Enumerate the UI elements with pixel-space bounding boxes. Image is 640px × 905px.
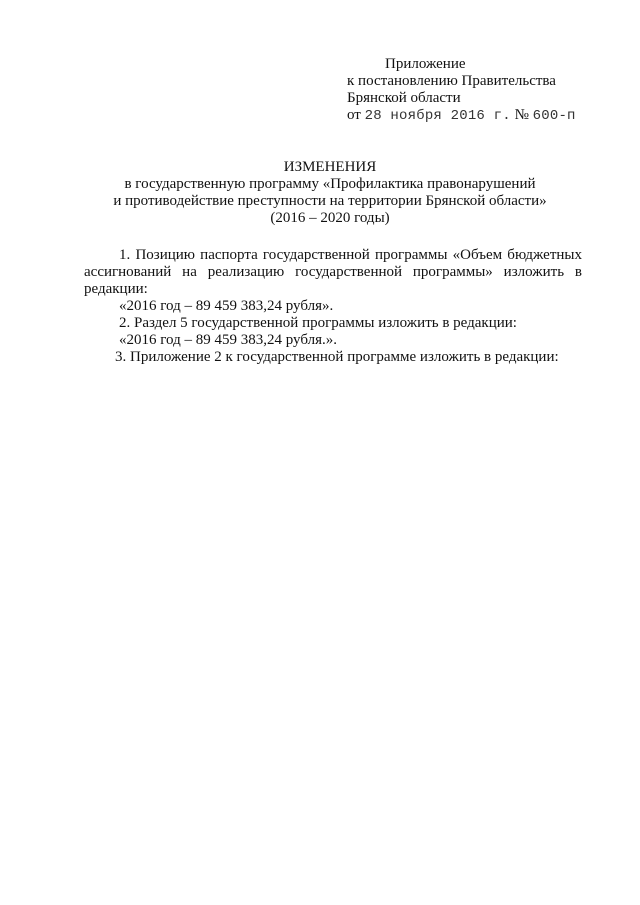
item-1-amount: «2016 год – 89 459 383,24 рубля». (119, 298, 334, 314)
number-sign: № (514, 107, 529, 123)
item-2-amount: «2016 год – 89 459 383,24 рубля.». (119, 332, 337, 348)
title-years: (2016 – 2020 годы) (270, 210, 390, 226)
item-1-line-1: 1. Позицию паспорта государственной программы «Объем бюджетных (119, 247, 582, 263)
item-1-line-3: редакции: (84, 281, 148, 297)
date-prefix: от (347, 107, 361, 123)
appendix-date-line (347, 107, 617, 125)
item-2-text: 2. Раздел 5 государственной программы изложить в редакции: (119, 315, 517, 331)
document-title-block (60, 159, 600, 227)
title-line-1: в государственную программу «Профилактика правонарушений (124, 176, 536, 192)
resolution-date: 28 ноября 2016 г. (364, 108, 511, 124)
document-heading: ИЗМЕНЕНИЯ (283, 159, 377, 175)
title-line-2: и противодействие преступности на территории Брянской области» (113, 193, 547, 209)
item-3-text: 3. Приложение 2 к государственной программе изложить в редакции: (115, 349, 559, 365)
document-body (84, 247, 582, 366)
item-1-line-2: ассигнований на реализацию государственной программы» изложить в (84, 264, 582, 280)
appendix-block (347, 56, 617, 125)
resolution-number: 600-п (532, 108, 576, 124)
appendix-region-line: Брянской области (347, 90, 461, 106)
appendix-label: Приложение (385, 56, 466, 72)
appendix-resolution-line: к постановлению Правительства (347, 73, 556, 89)
